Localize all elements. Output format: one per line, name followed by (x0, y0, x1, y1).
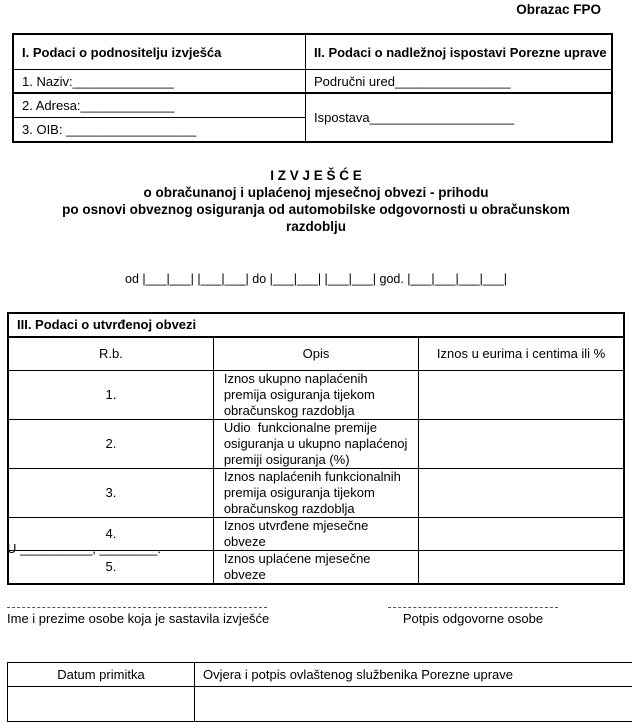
report-title-line2: o obračunanoj i uplaćenoj mjesečnoj obvezi - prihodu (143, 185, 489, 200)
row-amount-cell[interactable] (419, 518, 624, 551)
row-description: Iznos naplaćenih funkcionalnih premija osiguranja tijekom obračunskog razdoblja (213, 469, 418, 518)
report-title-line1: I Z V J E Š Ć E (270, 168, 362, 183)
responsible-signature-label: Potpis odgovorne osobe (402, 611, 544, 626)
preparer-signature-line (7, 607, 267, 608)
field-naziv: 1. Naziv:______________ (13, 70, 306, 94)
column-header-desc: Opis (213, 337, 418, 371)
row-number: 1. (8, 371, 213, 420)
submitter-office-table (12, 33, 613, 143)
report-title-line3: po osnovi obveznog osiguranja od automobilske odgovornosti u obračunskom (62, 202, 570, 217)
field-oib: 3. OIB: __________________ (13, 118, 306, 143)
column-header-amount: Iznos u eurima i centima ili % (419, 337, 624, 371)
preparer-signature-block (7, 607, 307, 626)
table-row (8, 420, 624, 469)
row-amount-cell[interactable] (419, 420, 624, 469)
receipt-date-header: Datum primitka (8, 663, 195, 687)
preparer-signature-label: Ime i prezime osobe koja je sastavila izvješće (7, 611, 270, 626)
row-number: 5. (8, 551, 213, 585)
row-amount-cell[interactable] (419, 371, 624, 420)
section3-title: III. Podaci o utvrđenoj obvezi (8, 313, 624, 337)
report-title-line4: razdoblju (286, 219, 346, 234)
receipt-date-cell[interactable] (8, 687, 195, 722)
row-number: 3. (8, 469, 213, 518)
section2-title: II. Podaci o nadležnoj ispostavi Porezne uprave (306, 34, 613, 70)
field-ispostava: Ispostava____________________ (306, 93, 613, 142)
place-date-line: U __________, ________. (7, 541, 161, 556)
row-amount-cell[interactable] (419, 551, 624, 585)
row-description: Iznos ukupno naplaćenih premija osiguranja tijekom obračunskog razdoblja (213, 371, 418, 420)
receipt-certification-cell[interactable] (195, 687, 632, 722)
column-header-num: R.b. (8, 337, 213, 371)
table-row (8, 469, 624, 518)
field-podrucni-ured: Područni ured________________ (306, 70, 613, 94)
responsible-signature-line (388, 607, 558, 608)
row-description: Udio funkcionalne premije osiguranja u ukupno naplaćenoj premiji osiguranja (%) (213, 420, 418, 469)
report-title (0, 167, 632, 235)
row-amount-cell[interactable] (419, 469, 624, 518)
row-number: 4. (8, 518, 213, 551)
row-description: Iznos uplaćene mjesečne obveze (213, 551, 418, 585)
period-date-boxes: od |___|___| |___|___| do |___|___| |___|___| god. |___|___|___|___| (125, 272, 507, 286)
responsible-signature-block (388, 607, 558, 626)
receipt-table (7, 662, 632, 722)
section1-title: I. Podaci o podnositelju izvješća (13, 34, 306, 70)
table-row (8, 371, 624, 420)
row-description: Iznos utvrđene mjesečne obveze (213, 518, 418, 551)
field-adresa: 2. Adresa:_____________ (13, 93, 306, 118)
form-code-label: Obrazac FPO (516, 2, 601, 17)
receipt-certification-header: Ovjera i potpis ovlaštenog službenika Porezne uprave (195, 663, 632, 687)
row-number: 2. (8, 420, 213, 469)
